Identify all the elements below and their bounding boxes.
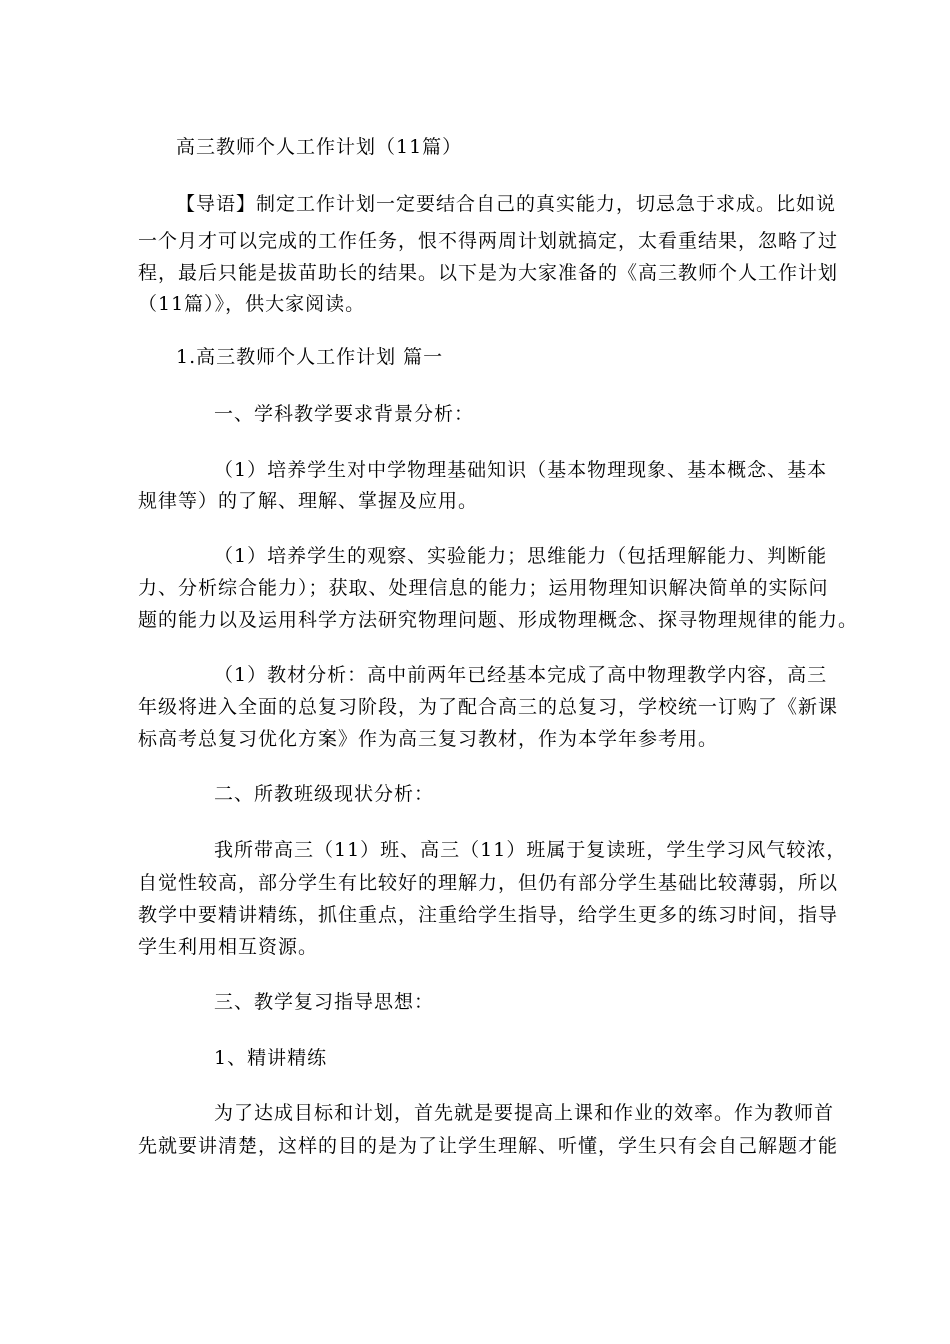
intro-line: 【导语】制定工作计划一定要结合自己的真实能力，切忌急于求成。比如说: [176, 193, 837, 215]
paragraph-line: 为了达成目标和计划，首先就是要提高上课和作业的效率。作为教师首: [214, 1102, 835, 1124]
section-heading: 1.高三教师个人工作计划 篇一: [176, 346, 444, 368]
paragraph-line: 规律等）的了解、理解、掌握及应用。: [138, 490, 479, 512]
paragraph-line: 自觉性较高，部分学生有比较好的理解力，但仍有部分学生基础比较薄弱，所以: [138, 872, 839, 894]
document-title: 高三教师个人工作计划（11篇）: [176, 136, 463, 158]
part-heading: 三、教学复习指导思想：: [214, 991, 435, 1013]
part-heading: 一、学科教学要求背景分析：: [214, 403, 475, 425]
paragraph-line: （1）培养学生的观察、实验能力；思维能力（包括理解能力、判断能: [214, 545, 828, 567]
paragraph-line: 先就要讲清楚，这样的目的是为了让学生理解、听懂，学生只有会自己解题才能: [138, 1135, 839, 1157]
paragraph-line: 标高考总复习优化方案》作为高三复习教材，作为本学年参考用。: [138, 728, 719, 750]
paragraph-line: （1）教材分析：高中前两年已经基本完成了高中物理教学内容，高三: [214, 664, 828, 686]
paragraph-line: 我所带高三（11）班、高三（11）班属于复读班，学生学习风气较浓，: [214, 839, 847, 861]
intro-line: 程，最后只能是拔苗助长的结果。以下是为大家准备的《高三教师个人工作计划: [138, 262, 839, 284]
paragraph-line: 力、分析综合能力）；获取、处理信息的能力；运用物理知识解决简单的实际问: [138, 577, 829, 599]
paragraph-line: （1）培养学生对中学物理基础知识（基本物理现象、基本概念、基本: [214, 459, 828, 481]
sub-heading: 1、精讲精练: [214, 1047, 328, 1069]
intro-line: （11篇）》，供大家阅读。: [138, 293, 366, 315]
paragraph-line: 学生利用相互资源。: [138, 936, 319, 958]
intro-line: 一个月才可以完成的工作任务，恨不得两周计划就搞定，太看重结果，忽略了过: [138, 230, 839, 252]
paragraph-line: 题的能力以及运用科学方法研究物理问题、形成物理概念、探寻物理规律的能力。: [138, 609, 859, 631]
part-heading: 二、所教班级现状分析：: [214, 783, 435, 805]
paragraph-line: 年级将进入全面的总复习阶段，为了配合高三的总复习，学校统一订购了《新课: [138, 696, 839, 718]
paragraph-line: 教学中要精讲精练，抓住重点，注重给学生指导，给学生更多的练习时间，指导: [138, 904, 839, 926]
